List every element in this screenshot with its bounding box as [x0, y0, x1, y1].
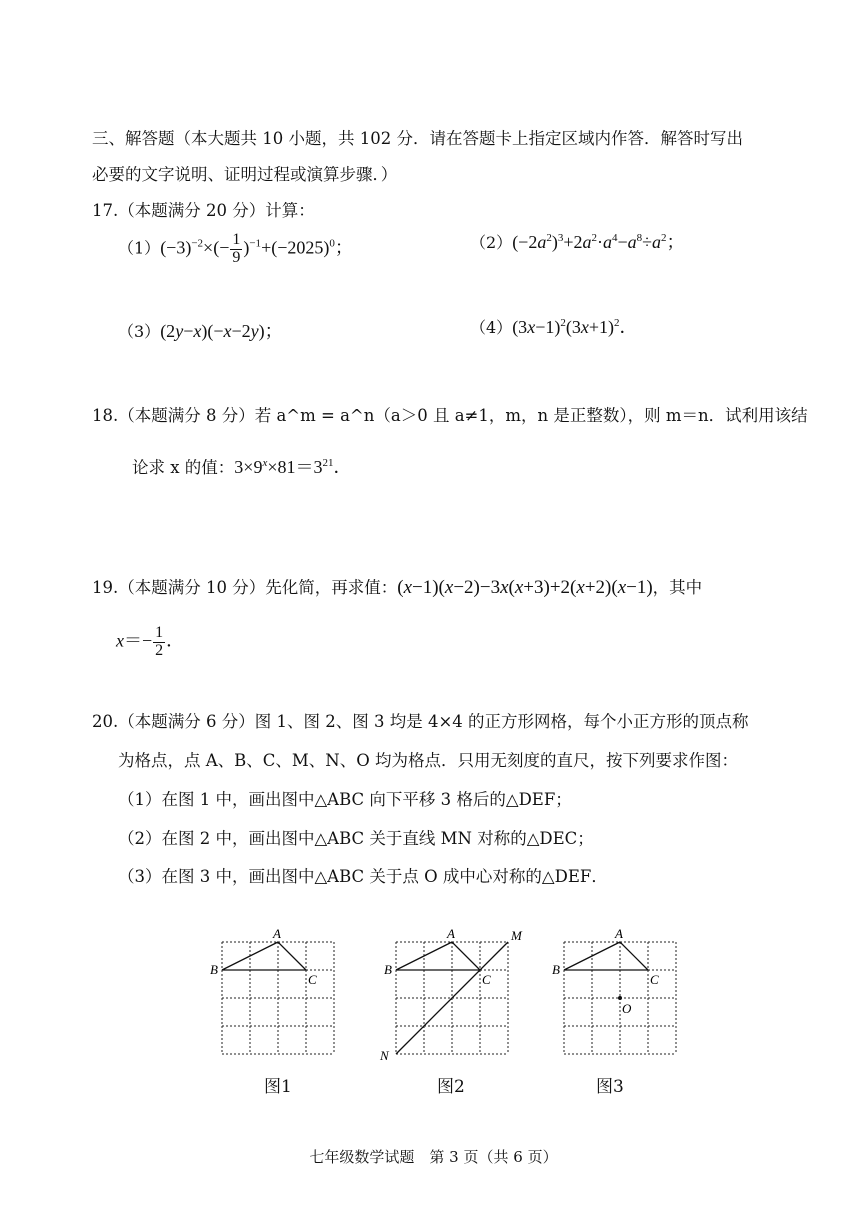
q20-line2: 为格点，点 A、B、C、M、N、O 均为格点．只用无刻度的直尺，按下列要求作图：: [118, 751, 739, 770]
label-a: A: [273, 926, 281, 941]
label-o: O: [622, 1001, 632, 1016]
q17-part4-label: （4）: [470, 318, 513, 337]
q17-part3-label: （3）: [118, 322, 161, 341]
q18-line2-prefix: 论求 x 的值：: [132, 458, 235, 477]
q19-value: x＝− $\frac{1}{2}$ ．: [116, 624, 185, 659]
q18-line2: 论求 x 的值：$3\times 9^x\times 81=3^{21}$．: [132, 457, 352, 477]
q18-line1: 18.（本题满分 8 分）若 a^m = a^n（a＞0 且 a≠1，m，n 是正整数），则 m＝n．试利用该结: [92, 406, 808, 425]
section-header-line2: 必要的文字说明、证明过程或演算步骤．）: [92, 165, 398, 184]
triangle-abc: [564, 942, 648, 970]
label-c: C: [650, 972, 659, 987]
point-o: [618, 996, 622, 1000]
triangle-abc: [396, 942, 480, 970]
q17-part1-label: （1）: [118, 238, 161, 258]
page-footer: 七年级数学试题 第 3 页（共 6 页）: [309, 1148, 558, 1166]
label-b: B: [552, 962, 560, 977]
q20-line1: 20.（本题满分 6 分）图 1、图 2、图 3 均是 4×4 的正方形网格，每个小正方形的顶点称: [92, 712, 749, 731]
label-c: C: [482, 972, 491, 987]
figure-2-caption: 图2: [437, 1077, 465, 1097]
figure-1-caption: 图1: [264, 1077, 292, 1097]
q17-part2: $(2)(-2a^2)^3+2a^2\cdot a^4-a^8\div a^2$；: [470, 232, 685, 252]
triangle-abc: [222, 942, 306, 970]
label-a: A: [615, 926, 623, 941]
q20-item1: （1）在图 1 中，画出图中△ABC 向下平移 3 格后的△DEF；: [118, 790, 572, 809]
q17-part4: $(4)(3x-1)^2(3x+1)^2$．: [470, 317, 638, 337]
q17-part3: （3）(2y−x)(−x−2y)；: [118, 321, 283, 341]
figure-1: [205, 922, 345, 1062]
q17-part2-label: （2）: [470, 233, 513, 252]
q20-item2: （2）在图 2 中，画出图中△ABC 关于直线 MN 对称的△DEC；: [118, 829, 594, 848]
figure-3-caption: 图3: [596, 1077, 624, 1097]
section-header-line1: 三、解答题（本大题共 10 小题，共 102 分．请在答题卡上指定区域内作答．解答时写出: [92, 129, 743, 148]
label-c: C: [308, 972, 317, 987]
q17-heading: 17.（本题满分 20 分）计算：: [92, 201, 315, 220]
label-b: B: [384, 962, 392, 977]
figure-3: [547, 922, 687, 1062]
q19-line1: 19.（本题满分 10 分）先化简，再求值：(x−1)(x−2)−3x(x+3)+2(x+2)(x−1)，其中: [92, 577, 703, 598]
label-n: N: [380, 1048, 389, 1062]
q19-heading: 19.（本题满分 10 分）先化简，再求值：: [92, 578, 398, 597]
figure-2: [378, 922, 528, 1062]
label-a: A: [447, 926, 455, 941]
q20-item3: （3）在图 3 中，画出图中△ABC 关于点 O 成中心对称的△DEF．: [118, 867, 608, 886]
q19-tail: ，其中: [652, 578, 703, 597]
label-m: M: [511, 928, 522, 943]
q17-part1: $(1)(-3)^{-2}\times(-$ $\frac{1}{9}$ )$^{-1}+(-2025)^0$；: [118, 231, 353, 266]
label-b: B: [210, 962, 218, 977]
